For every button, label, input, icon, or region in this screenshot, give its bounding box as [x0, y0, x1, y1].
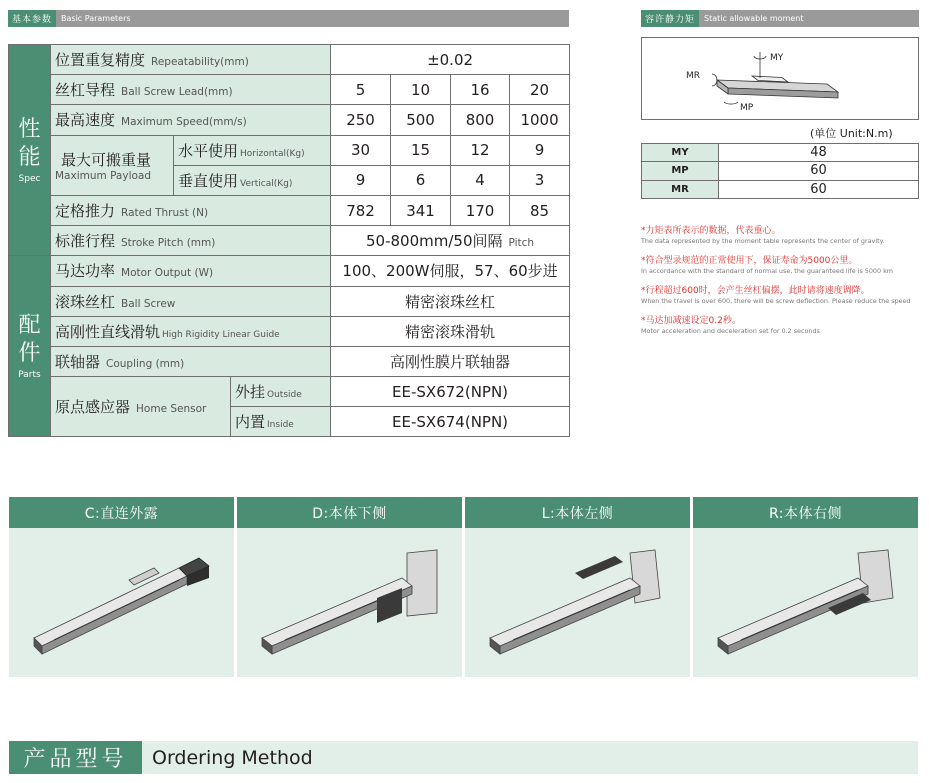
actuator-moment-illustration	[642, 38, 920, 121]
stroke-label: 标准行程 Stroke Pitch (mm)	[51, 226, 331, 256]
row-coupling	[9, 346, 570, 376]
moment-tag: 容许静力矩	[641, 10, 699, 27]
payload-horizontal-value: 9	[510, 135, 570, 165]
moment-header	[641, 10, 919, 27]
mount-option-label: L:本体左侧	[465, 497, 690, 528]
payload-horizontal-value: 12	[451, 135, 510, 165]
basic-params-tag: 基本参数	[8, 10, 56, 27]
coupling-label: 联轴器 Coupling (mm)	[51, 346, 331, 376]
payload-label: 最大可搬重量 Maximum Payload	[51, 135, 174, 195]
lead-value: 10	[391, 75, 451, 105]
moment-row	[642, 162, 919, 180]
row-stroke	[9, 226, 570, 256]
moment-value: 60	[719, 162, 919, 180]
guide-label: 高刚性直线滑轨 High Rigidity Linear Guide	[51, 316, 331, 346]
lead-value: 5	[331, 75, 391, 105]
mr-label: MR	[686, 71, 701, 81]
payload-horizontal-value: 30	[331, 135, 391, 165]
thrust-label: 定格推力 Rated Thrust (N)	[51, 195, 331, 225]
mount-option-image	[465, 528, 690, 677]
mount-options	[9, 497, 918, 677]
motor-label: 马达功率 Motor Output (W)	[51, 256, 331, 286]
mp-label: MP	[740, 103, 754, 113]
basic-params-header	[8, 10, 569, 27]
moment-diagram	[641, 37, 919, 120]
parts-group-label: 配 件 Parts	[9, 256, 51, 437]
row-sensor-outside	[9, 377, 570, 407]
payload-vertical-value: 3	[510, 165, 570, 195]
thrust-value: 782	[331, 195, 391, 225]
note-item: *符合型录规范的正常使用下，保证寿命为5000公里。 In accordance with the standard of normal use, the guaranteed life is 5000 km	[641, 256, 894, 275]
ball-screw-label: 滚珠丝杠 Ball Screw	[51, 286, 331, 316]
coupling-value: 高刚性膜片联轴器	[331, 346, 570, 376]
actuator-left-illustration	[465, 528, 690, 677]
moment-value: 60	[719, 180, 919, 198]
my-label: MY	[770, 53, 784, 63]
ordering-method-header	[9, 741, 918, 774]
speed-value: 250	[331, 105, 391, 135]
row-speed	[9, 105, 570, 135]
moment-row	[642, 180, 919, 198]
actuator-bottom-illustration	[237, 528, 462, 677]
row-guide	[9, 316, 570, 346]
row-ball-screw	[9, 286, 570, 316]
mount-option-label: C:直连外露	[9, 497, 234, 528]
mount-option-image	[9, 528, 234, 677]
moment-key: MP	[642, 162, 719, 180]
row-motor	[9, 256, 570, 286]
mount-option-image	[237, 528, 462, 677]
sensor-outside-label: 外挂 Outside	[231, 377, 331, 407]
payload-vertical-value: 6	[391, 165, 451, 195]
row-thrust	[9, 195, 570, 225]
payload-horizontal-value: 15	[391, 135, 451, 165]
mount-option-r	[693, 497, 918, 677]
speed-value: 800	[451, 105, 510, 135]
lead-label: 丝杠导程 Ball Screw Lead(mm)	[51, 75, 331, 105]
lead-value: 16	[451, 75, 510, 105]
mount-option-label: D:本体下侧	[237, 497, 462, 528]
moment-subtitle: Static allowable moment	[704, 14, 804, 23]
stroke-value: 50-800mm/50间隔 Pitch	[331, 226, 570, 256]
row-lead	[9, 75, 570, 105]
sensor-outside-value: EE-SX672(NPN)	[331, 377, 570, 407]
payload-vertical-value: 9	[331, 165, 391, 195]
thrust-value: 170	[451, 195, 510, 225]
payload-horizontal-label: 水平使用 Horizontal(Kg)	[174, 135, 331, 165]
sensor-inside-value: EE-SX674(NPN)	[331, 407, 570, 437]
row-repeatability	[9, 45, 570, 75]
ordering-method-en: Ordering Method	[152, 746, 313, 769]
thrust-value: 85	[510, 195, 570, 225]
notes-list	[641, 225, 926, 345]
payload-vertical-value: 4	[451, 165, 510, 195]
speed-value: 1000	[510, 105, 570, 135]
payload-vertical-label: 垂直使用 Vertical(Kg)	[174, 165, 331, 195]
note-item: *行程超过600时，会产生丝杠偏摆，此时请将速度调降。 When the travel is over 600, there will be screw deflection. Please reduce the speed	[641, 286, 911, 305]
speed-label: 最高速度 Maximum Speed(mm/s)	[51, 105, 331, 135]
thrust-value: 341	[391, 195, 451, 225]
note-item: *力矩表所表示的数据，代表重心。 The data represented by the moment table represents the center of gravity.	[641, 226, 885, 245]
mount-option-d	[237, 497, 462, 677]
mount-option-l	[465, 497, 690, 677]
moment-row	[642, 144, 919, 162]
moment-key: MR	[642, 180, 719, 198]
actuator-direct-illustration	[9, 528, 234, 677]
basic-params-subtitle: Basic Parameters	[61, 14, 131, 23]
guide-value: 精密滚珠滑轨	[331, 316, 570, 346]
moment-key: MY	[642, 144, 719, 162]
moment-unit: (单位 Unit:N.m)	[810, 127, 893, 140]
ordering-method-cn: 产品型号	[9, 741, 142, 774]
actuator-right-illustration	[693, 528, 918, 677]
ball-screw-value: 精密滚珠丝杠	[331, 286, 570, 316]
sensor-inside-label: 内置 Inside	[231, 407, 331, 437]
motor-value: 100、200W伺服，57、60步进	[331, 256, 570, 286]
repeatability-label: 位置重复精度 Repeatability(mm)	[51, 45, 331, 75]
mount-option-label: R:本体右侧	[693, 497, 918, 528]
basic-params-table	[8, 44, 570, 437]
row-payload-horizontal	[9, 135, 570, 165]
spec-group-label: 性 能 Spec	[9, 45, 51, 256]
moment-table	[641, 143, 919, 199]
lead-value: 20	[510, 75, 570, 105]
sensor-label: 原点感应器 Home Sensor	[51, 377, 231, 437]
speed-value: 500	[391, 105, 451, 135]
mount-option-c	[9, 497, 234, 677]
mount-option-image	[693, 528, 918, 677]
moment-value: 48	[719, 144, 919, 162]
note-item: *马达加减速设定0.2秒。 Motor acceleration and deceleration set for 0.2 seconds	[641, 316, 820, 335]
repeatability-value: ±0.02	[331, 45, 570, 75]
